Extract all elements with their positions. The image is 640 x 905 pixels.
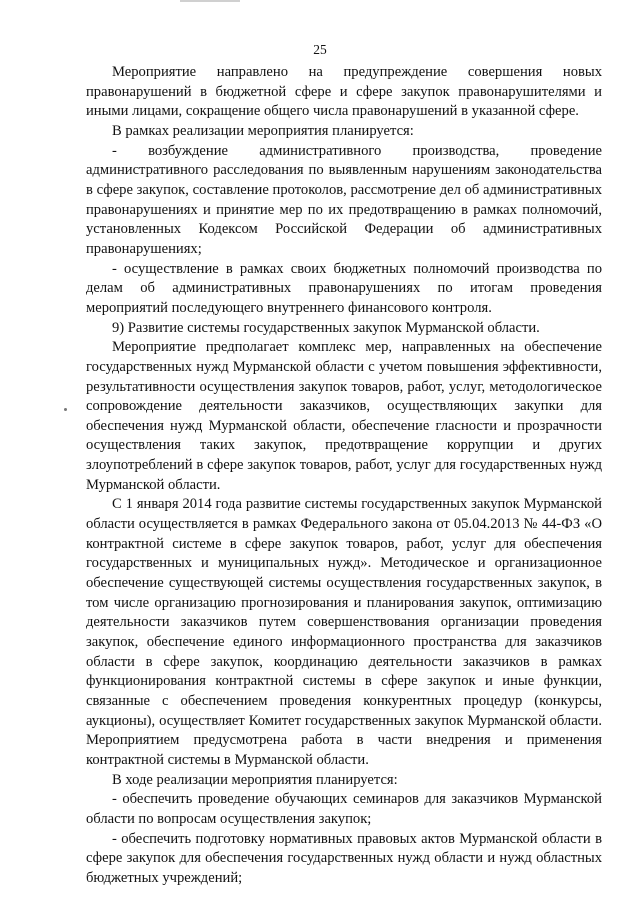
- scan-dot-mark: [64, 408, 67, 411]
- document-body: [86, 63, 602, 889]
- paragraph-measure-scope: Мероприятие предполагает комплекс мер, направленных на обеспечение государственных нужд Мурманской области с учетом повышения эффективности, результативности осуществления закупок товаров, работ, услуг, методологическое сопровождение деятельности заказчиков, осуществляющих закупки для обеспечения нужд Мурманской области, обеспечение гласности и прозрачности осуществления таких закупок, предотвращение коррупции и других злоупотреблений в сфере закупок товаров, работ, услуг для государственных нужд Мурманской области.: [86, 339, 602, 493]
- scan-edge-mark: [180, 0, 240, 2]
- page-number: 25: [313, 42, 327, 57]
- list-item-legal-acts: - обеспечить подготовку нормативных правовых актов Мурманской области в сфере закупок для обеспечения государственных нужд области и нужд областных бюджетных учреждений;: [86, 830, 602, 886]
- list-item-administrative-proceedings: - возбуждение административного производства, проведение административного расследования по выявленным нарушениям законодательства в сфере закупок, составление протоколов, рассмотрение дел об административных правонарушениях и принятие мер по их предотвращению в рамках полномочий, установленных Кодексом Российской Федерации об административных правонарушениях;: [86, 142, 602, 257]
- paragraph-federal-law: С 1 января 2014 года развитие системы государственных закупок Мурманской области осуществляется в рамках Федерального закона от 05.04.2013 № 44-ФЗ «О контрактной системе в сфере закупок товаров, работ, услуг для обеспечения государственных и муниципальных нужд». Методическое и организационное обеспечение существующей системы осуществления государственных закупок, в том числе организацию прогнозирования и планирования закупок, оптимизацию деятельности заказчиков путем совершенствования организации проведения закупок, обеспечение единого информационного пространства для заказчиков области в сфере закупок, координацию деятельности заказчиков в рамках функционирования контрактной системы в сфере закупок и иные функции, связанные с обеспечением проведения конкурентных процедур (конкурсы, аукционы), осуществляет Комитет государственных закупок Мурманской области. Мероприятием предусмотрена работа в части внедрения и применения контрактной системы в Мурманской области.: [86, 496, 602, 768]
- list-item-budget-powers: - осуществление в рамках своих бюджетных полномочий производства по делам об административных правонарушениях по итогам проведения мероприятий последующего внутреннего финансового контроля.: [86, 260, 602, 316]
- section-heading-procurement: 9) Развитие системы государственных закупок Мурманской области.: [112, 319, 540, 336]
- paragraph-planned-intro: В рамках реализации мероприятия планируется:: [112, 122, 414, 139]
- list-item-seminars: - обеспечить проведение обучающих семинаров для заказчиков Мурманской области по вопросам осуществления закупок;: [86, 791, 602, 827]
- paragraph-planned-intro-2: В ходе реализации мероприятия планируется:: [112, 771, 398, 788]
- paragraph-measure-purpose: Мероприятие направлено на предупреждение совершения новых правонарушений в бюджетной сфере и сфере закупок правонарушителями и иными лицами, сокращение общего числа правонарушений в указанной сфере.: [86, 64, 602, 120]
